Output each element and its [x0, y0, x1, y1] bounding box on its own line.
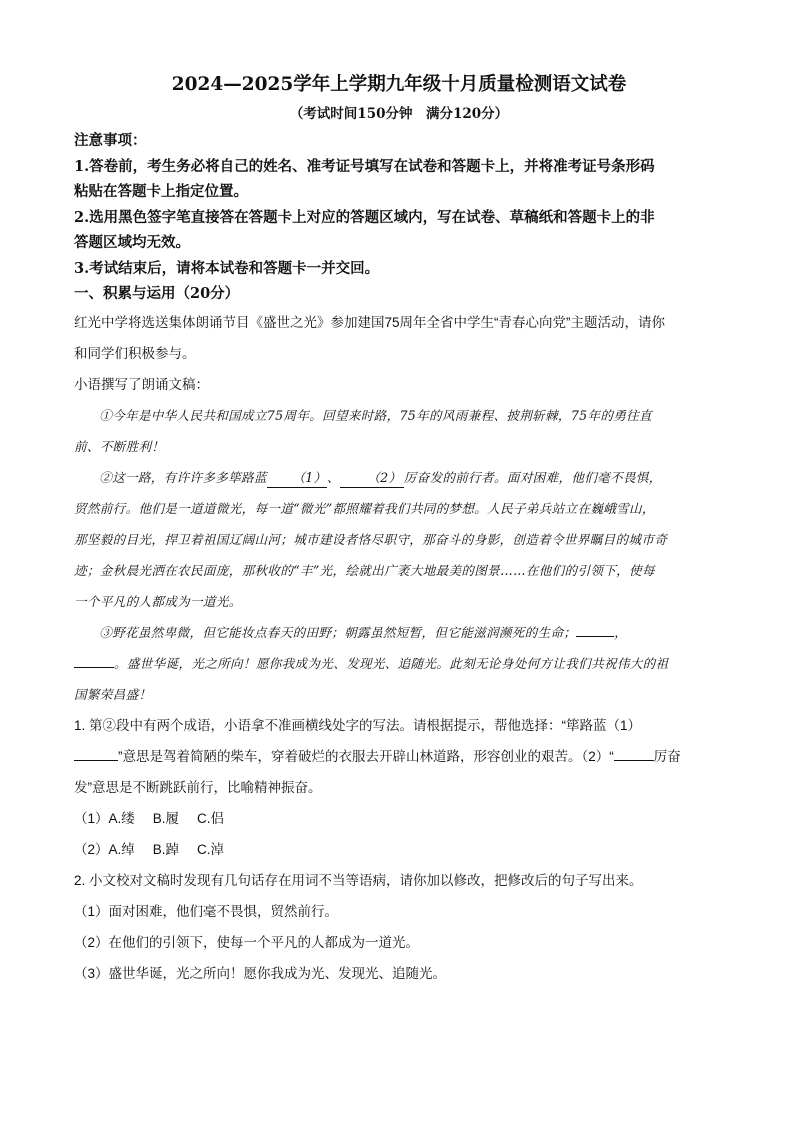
option-c: C.淖 — [197, 841, 225, 857]
answer-blank — [576, 636, 614, 637]
option-a: A.绰 — [108, 841, 135, 857]
essay-text: ， — [614, 624, 628, 640]
essay-text: ③野花虽然卑微，但它能妆点春天的田野；朝露虽然短暂，但它能滋润濒死的生命； — [99, 624, 577, 640]
notice-heading: 注意事项： — [74, 132, 147, 149]
essay-line: 贸然前行。他们是一道道微光，每一道“微光”都照耀着我们共同的梦想。人民子弟兵站立在巍峨雪山， — [74, 500, 655, 516]
option-b: B.踔 — [152, 841, 180, 857]
essay-text: 、 — [326, 469, 340, 485]
answer-blank — [614, 760, 654, 761]
option-c: C.侣 — [197, 810, 225, 826]
option-label: （1） — [74, 810, 109, 826]
essay-paragraph-3 — [74, 617, 724, 648]
notice-line: 粘贴在答题卡上指定位置。 — [74, 183, 248, 200]
essay-line: 国繁荣昌盛！ — [74, 686, 152, 702]
intro-line: 红光中学将选送集体朗诵节目《盛世之光》参加建国75周年全省中学生“青春心向党”主题活动，请你 — [74, 314, 666, 330]
question-1-line: 发”意思是不断跳跃前行，比喻精神振奋。 — [74, 779, 322, 795]
exam-subtitle: （考试时间150分钟 满分120分） — [289, 106, 509, 122]
essay-line: 一个平凡的人都成为一道光。 — [74, 593, 242, 609]
essay-paragraph-1: ①今年是中华人民共和国成立75周年。回望来时路，75年的风雨兼程、披荆斩棘，75年的勇往直 — [99, 407, 652, 423]
essay-text: 厉奋发的前行者。面对困难，他们毫不畏惧， — [403, 469, 662, 485]
options-row-1 — [74, 803, 724, 834]
essay-line: 前、不断胜利！ — [74, 438, 165, 454]
question-2-item: （1）面对困难，他们毫不畏惧，贸然前行。 — [74, 903, 339, 919]
section-heading: 一、积累与运用（20分） — [74, 285, 240, 302]
question-text: 厉奋 — [653, 748, 681, 764]
question-2-item: （2）在他们的引领下，使每一个平凡的人都成为一道光。 — [74, 934, 420, 950]
option-b: B.履 — [152, 810, 180, 826]
notice-line: 答题区域均无效。 — [74, 234, 190, 251]
essay-line: 那坚毅的目光，捍卫着祖国辽阔山河；城市建设者恪尽职守，那奋斗的身影，创造着令世界瞩目的城市奇 — [74, 531, 668, 547]
blank-2: （2） — [340, 469, 404, 488]
answer-blank — [74, 667, 114, 668]
essay-line — [74, 648, 724, 679]
essay-paragraph-2 — [74, 462, 724, 493]
intro-line: 小语撰写了朗诵文稿： — [74, 376, 209, 392]
option-a: A.缕 — [108, 810, 135, 826]
answer-blank — [74, 760, 118, 761]
essay-text: 。盛世华诞，光之所向！愿你我成为光、发现光、追随光。此刻无论身处何方让我们共祝伟大的祖 — [114, 655, 669, 671]
exam-title: 2024—2025学年上学期九年级十月质量检测语文试卷 — [171, 74, 627, 95]
question-1-line — [74, 741, 724, 772]
question-1: 1. 第②段中有两个成语，小语拿不准画横线处字的写法。请根据提示，帮他选择：“筚路蓝（1） — [74, 717, 642, 733]
notice-line: 2.选用黑色签字笔直接答在答题卡上对应的答题区域内，写在试卷、草稿纸和答题卡上的非 — [74, 208, 655, 226]
exam-page — [74, 72, 724, 989]
essay-text: ②这一路，有许许多多筚路蓝 — [99, 469, 267, 485]
options-row-2 — [74, 834, 724, 865]
option-label: （2） — [74, 841, 109, 857]
blank-1: （1） — [267, 469, 327, 488]
question-text: ”意思是驾着简陋的柴车，穿着破烂的衣服去开辟山林道路，形容创业的艰苦。（2）“ — [118, 748, 614, 764]
question-2: 2. 小文校对文稿时发现有几句话存在用词不当等语病，请你加以修改，把修改后的句子写出来。 — [74, 872, 643, 888]
essay-line: 迹；金秋晨光洒在农民面庞，那秋收的“丰”光，绘就出广袤大地最美的图景……在他们的引领下，使每 — [74, 562, 655, 578]
question-2-item: （3）盛世华诞，光之所向！愿你我成为光、发现光、追随光。 — [74, 965, 447, 981]
notice-line: 3.考试结束后，请将本试卷和答题卡一并交回。 — [74, 259, 380, 277]
intro-line: 和同学们积极参与。 — [74, 345, 196, 361]
notice-line: 1.答卷前，考生务必将自己的姓名、准考证号填写在试卷和答题卡上，并将准考证号条形码 — [74, 157, 655, 175]
